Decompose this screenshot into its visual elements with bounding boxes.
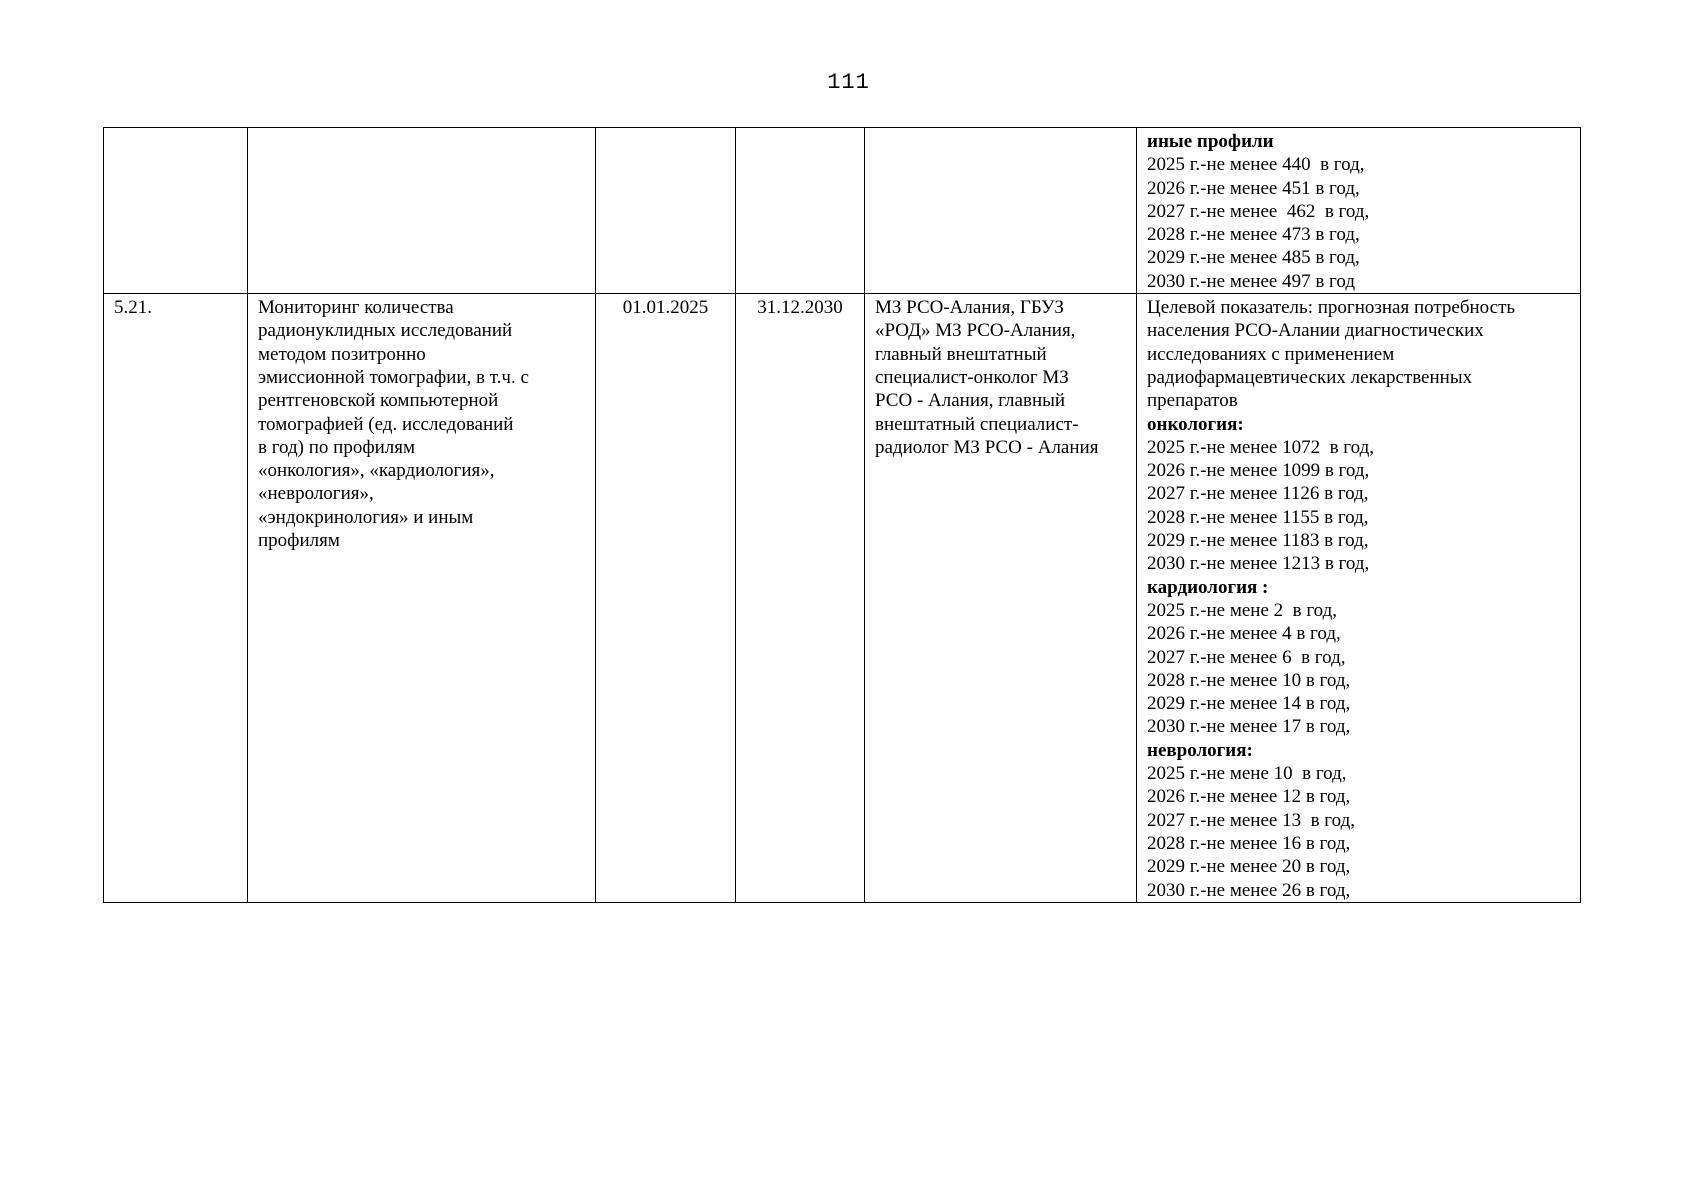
indicator-line: 2030 г.-не менее 497 в год (1147, 270, 1355, 292)
indicator-line: 2027 г.-не менее 1126 в год, (1147, 483, 1369, 505)
indicator-line: 2025 г.-не менее 1072 в год, (1147, 436, 1374, 458)
indicator-line: 2029 г.-не менее 14 в год, (1147, 693, 1351, 715)
event-cell (248, 128, 596, 294)
indicator-line: 2026 г.-не менее 451 в год, (1147, 177, 1360, 199)
indicator-cell (1137, 128, 1581, 294)
indicator-heading: онкология: (1147, 413, 1244, 435)
indicator-heading: иные профили (1147, 131, 1274, 152)
indicator-heading: кардиология : (1147, 576, 1269, 598)
indicator-line: 2027 г.-не менее 6 в год, (1147, 646, 1346, 668)
indicator-line: 2026 г.-не менее 1099 в год, (1147, 460, 1370, 482)
indicator-line: Целевой показатель: прогнозная потребность (1147, 297, 1516, 319)
indicator-line: 2030 г.-не менее 1213 в год, (1147, 553, 1370, 575)
indicator-line: 2030 г.-не менее 26 в год, (1147, 879, 1351, 901)
indicator-line: 2025 г.-не менее 440 в год, (1147, 154, 1365, 176)
indicator-line: 2026 г.-не менее 4 в год, (1147, 623, 1341, 645)
end-date-cell (736, 128, 865, 294)
table-row (104, 128, 1581, 294)
indicator-line: 2028 г.-не менее 16 в год, (1147, 832, 1351, 854)
indicator-line: радиофармацевтических лекарственных (1147, 366, 1473, 388)
indicator-line: 2025 г.-не мене 2 в год, (1147, 599, 1338, 621)
responsible-cell (865, 128, 1137, 294)
indicator-line: 2028 г.-не менее 473 в год, (1147, 224, 1360, 246)
row-number-cell (104, 128, 248, 294)
indicator-line: населения РСО-Алании диагностических (1147, 320, 1484, 342)
indicator-line: 2028 г.-не менее 10 в год, (1147, 669, 1351, 691)
table-row (104, 294, 1581, 903)
start-date-cell (596, 128, 736, 294)
end-date-cell: 31.12.2030 (736, 294, 865, 903)
indicator-line: исследованиях с применением (1147, 343, 1395, 365)
indicator-line: 2026 г.-не менее 12 в год, (1147, 786, 1351, 808)
responsible-cell: МЗ РСО-Алания, ГБУЗ «РОД» МЗ РСО-Алания, главный внештатный специалист-онколог МЗ РСО - Алания, главный внештатный специалист- радиолог МЗ РСО - Алания (865, 294, 1137, 903)
row-number-cell: 5.21. (104, 294, 248, 903)
indicator-line: 2029 г.-не менее 485 в год, (1147, 247, 1360, 269)
indicator-line: 2027 г.-не менее 462 в год, (1147, 200, 1370, 222)
indicator-cell (1137, 294, 1581, 903)
event-cell: Мониторинг количества радионуклидных исследований методом позитронно эмиссионной томографии, в т.ч. с рентгеновской компьютерной томографией (ед. исследований в год) по профилям «онкология», «кардиология», «неврология», «эндокринология» и иным профилям (248, 294, 596, 903)
indicator-line: 2028 г.-не менее 1155 в год, (1147, 506, 1369, 528)
indicator-line: препаратов (1147, 390, 1238, 412)
indicator-line: 2025 г.-не мене 10 в год, (1147, 763, 1347, 785)
indicator-heading: неврология: (1147, 739, 1253, 761)
indicator-line: 2029 г.-не менее 1183 в год, (1147, 530, 1369, 552)
page-number: 111 (827, 70, 870, 95)
indicator-line: 2027 г.-не менее 13 в год, (1147, 809, 1355, 831)
indicator-line: 2029 г.-не менее 20 в год, (1147, 856, 1351, 878)
indicator-line: 2030 г.-не менее 17 в год, (1147, 716, 1351, 738)
start-date-cell: 01.01.2025 (596, 294, 736, 903)
measures-table (103, 127, 1581, 903)
